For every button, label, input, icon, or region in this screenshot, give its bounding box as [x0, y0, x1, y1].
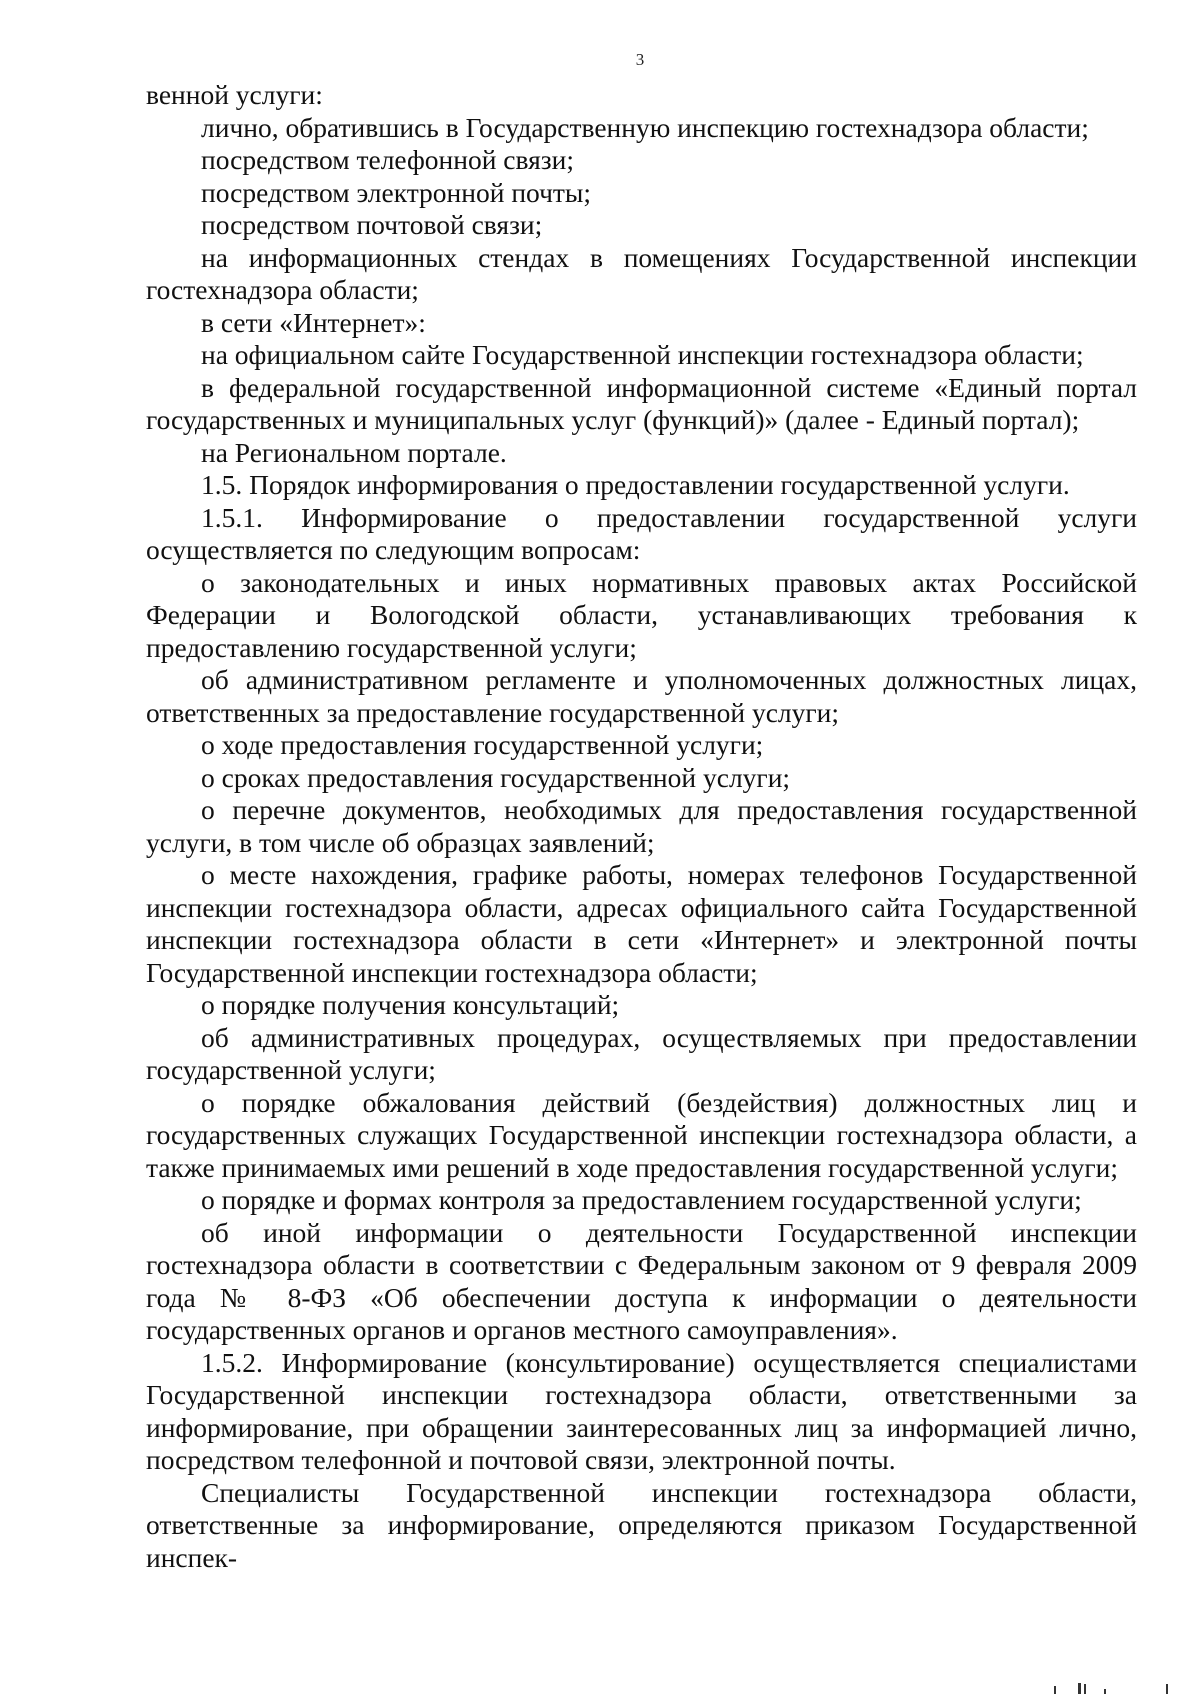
scan-artifact: [1166, 1684, 1168, 1694]
scan-artifact: [1084, 1684, 1086, 1694]
paragraph: о порядке получения консультаций;: [201, 989, 620, 1020]
paragraph: о законодательных и иных нормативных правовых актах Российской Федерации и Вологодской области, устанавливающих требования к предоставлению государственной услуги;: [146, 566, 1137, 663]
paragraph: о порядке обжалования действий (бездействия) должностных лиц и государственных служащих Государственной инспекции гостехнадзора области, а также принимаемых ими решений в ходе предоставления государственной услуги;: [146, 1086, 1137, 1183]
paragraph: 1.5.2. Информирование (консультирование) осуществляется специалистами Государственной инспекции гостехнадзора области, ответственными за информирование, при обращении заинтересованных лиц за информацией лично, посредством телефонной и почтовой связи, электронной почты.: [146, 1346, 1137, 1475]
paragraph: лично, обратившись в Государственную инспекцию гостехнадзора области;: [201, 111, 1089, 143]
paragraph: об административном регламенте и уполномоченных должностных лицах, ответственных за предоставление государственной услуги;: [146, 664, 1137, 728]
paragraph: Специалисты Государственной инспекции гостехнадзора области, ответственные за информирование, определяются приказом Государственной инспек-: [146, 1476, 1137, 1573]
document-body: [146, 79, 1137, 1574]
scan-artifact: [1078, 1683, 1081, 1694]
paragraph: в сети «Интернет»:: [201, 306, 426, 338]
paragraph: на Региональном портале.: [201, 436, 507, 468]
paragraph: о перечне документов, необходимых для предоставления государственной услуги, в том числе об образцах заявлений;: [146, 794, 1137, 858]
paragraph: посредством почтовой связи;: [201, 209, 543, 240]
paragraph: 1.5. Порядок информирования о предоставлении государственной услуги.: [201, 469, 1070, 500]
paragraph: об иной информации о деятельности Государственной инспекции гостехнадзора области в соответствии с Федеральным законом от 9 февраля 2009 года № 8-ФЗ «Об обеспечении доступа к информации о деятельности государственных органов и органов местного самоуправления».: [146, 1216, 1137, 1345]
paragraph: посредством телефонной связи;: [201, 144, 574, 175]
paragraph: на информационных стендах в помещениях Государственной инспекции гостехнадзора области;: [146, 241, 1137, 305]
paragraph: о сроках предоставления государственной услуги;: [201, 761, 791, 793]
paragraph: об административных процедурах, осуществляемых при предоставлении государственной услуги;: [146, 1021, 1137, 1085]
paragraph: о месте нахождения, графике работы, номерах телефонов Государственной инспекции гостехнадзора области, адресах официального сайта Государственной инспекции гостехнадзора области в сети «Интернет» и электронной почты Государственной инспекции гостехнадзора области;: [146, 859, 1137, 988]
paragraph: о порядке и формах контроля за предоставлением государственной услуги;: [201, 1184, 1082, 1215]
paragraph: на официальном сайте Государственной инспекции гостехнадзора области;: [201, 339, 1084, 370]
scan-artifact: [1104, 1689, 1106, 1694]
page-number: 3: [635, 50, 645, 69]
paragraph: 1.5.1. Информирование о предоставлении государственной услуги осуществляется по следующим вопросам:: [146, 501, 1137, 565]
paragraph: венной услуги:: [146, 79, 323, 110]
paragraph: в федеральной государственной информационной системе «Единый портал государственных и муниципальных услуг (функций)» (далее - Единый портал);: [146, 371, 1137, 435]
scan-artifact: [1054, 1686, 1056, 1694]
paragraph: о ходе предоставления государственной услуги;: [201, 729, 764, 760]
paragraph: посредством электронной почты;: [201, 176, 592, 208]
